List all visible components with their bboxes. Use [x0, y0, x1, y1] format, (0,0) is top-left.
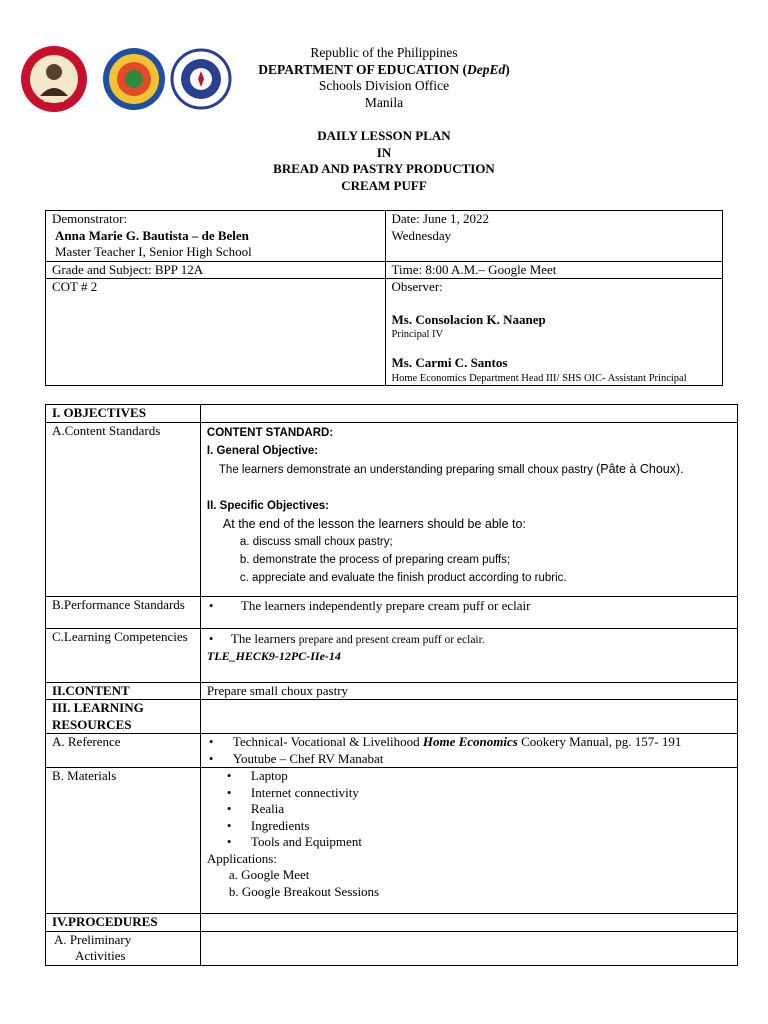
document-title: DAILY LESSON PLAN IN BREAD AND PASTRY PRODUCTION CREAM PUFF — [273, 128, 495, 193]
table-row — [46, 734, 738, 768]
content-standards-label: A.Content Standards — [46, 422, 201, 596]
grade-subject-cell: Grade and Subject: BPP 12A — [46, 261, 386, 279]
list-item: • Tools and Equipment — [226, 834, 362, 849]
lesson-info-table — [45, 210, 723, 386]
materials-cell: • Laptop • Internet connectivity • Realia • Ingredients • Tools and Equipment Applications: a. Google Meet b. Google Breakout Sessions — [200, 768, 737, 914]
table-row — [46, 768, 738, 914]
lesson-plan-table — [45, 404, 738, 966]
table-row — [46, 405, 738, 423]
table-row — [46, 596, 738, 628]
observer-cell: Observer: Ms. Consolacion K. Naanep Principal IV Ms. Carmi C. Santos Home Economics Department Head III/ SHS OIC- Assistant Principal — [385, 279, 723, 386]
content-heading: II.CONTENT — [46, 682, 201, 700]
list-item: • Internet connectivity — [226, 784, 359, 800]
materials-label: B. Materials — [46, 768, 201, 914]
objectives-heading: I. OBJECTIVES — [46, 405, 201, 423]
city-line: Manila — [364, 94, 404, 110]
materials-list — [207, 768, 737, 851]
table-row — [46, 211, 723, 262]
department-line: DEPARTMENT OF EDUCATION (DepEd) — [258, 61, 510, 77]
table-row — [46, 261, 723, 279]
demonstrator-cell: Demonstrator: Anna Marie G. Bautista – de Belen Master Teacher I, Senior High School — [46, 211, 386, 262]
learning-resources-heading: III. LEARNING RESOURCES — [46, 700, 201, 734]
performance-standards-label: B.Performance Standards — [46, 596, 201, 628]
letterhead — [0, 45, 768, 111]
reference-label: A. Reference — [46, 734, 201, 768]
learning-competencies-label: C.Learning Competencies — [46, 628, 201, 682]
time-cell: Time: 8:00 A.M.– Google Meet — [385, 261, 723, 279]
list-item: • Ingredients — [226, 817, 310, 833]
cot-cell: COT # 2 — [46, 279, 386, 386]
table-row — [46, 422, 738, 596]
table-row — [46, 931, 738, 965]
table-row — [46, 682, 738, 700]
procedures-heading: IV.PROCEDURES — [46, 914, 201, 932]
content-standards-cell: CONTENT STANDARD: I. General Objective: The learners demonstrate an understanding preparing small choux pastry (Pâte à Choux). II. Specific Objectives: At the end of the lesson the learners should be able to: a. discuss small choux pastry; b. demonstrate the process of preparing cream puffs; c. appreciate and evaluate the finish product according to rubric. — [200, 422, 737, 596]
reference-cell: • Technical- Vocational & Livelihood Home Economics Cookery Manual, pg. 157- 191 • Youtube – Chef RV Manabat — [200, 734, 737, 768]
learning-competencies-cell: • The learners prepare and present cream puff or eclair. TLE_HECK9-12PC-IIe-14 — [200, 628, 737, 682]
list-item: • Laptop — [226, 768, 288, 783]
table-row — [46, 628, 738, 682]
table-row — [46, 279, 723, 386]
preliminary-activities-label: A. Preliminary Activities — [46, 931, 201, 965]
table-row — [46, 700, 738, 734]
division-line: Schools Division Office — [318, 78, 450, 93]
table-row — [46, 914, 738, 932]
date-cell: Date: June 1, 2022 Wednesday — [385, 211, 723, 262]
performance-standards-cell: • The learners independently prepare cream puff or eclair — [200, 596, 737, 628]
republic-line: Republic of the Philippines — [310, 45, 458, 60]
list-item: • Realia — [226, 801, 285, 816]
content-cell: Prepare small choux pastry — [200, 682, 737, 700]
